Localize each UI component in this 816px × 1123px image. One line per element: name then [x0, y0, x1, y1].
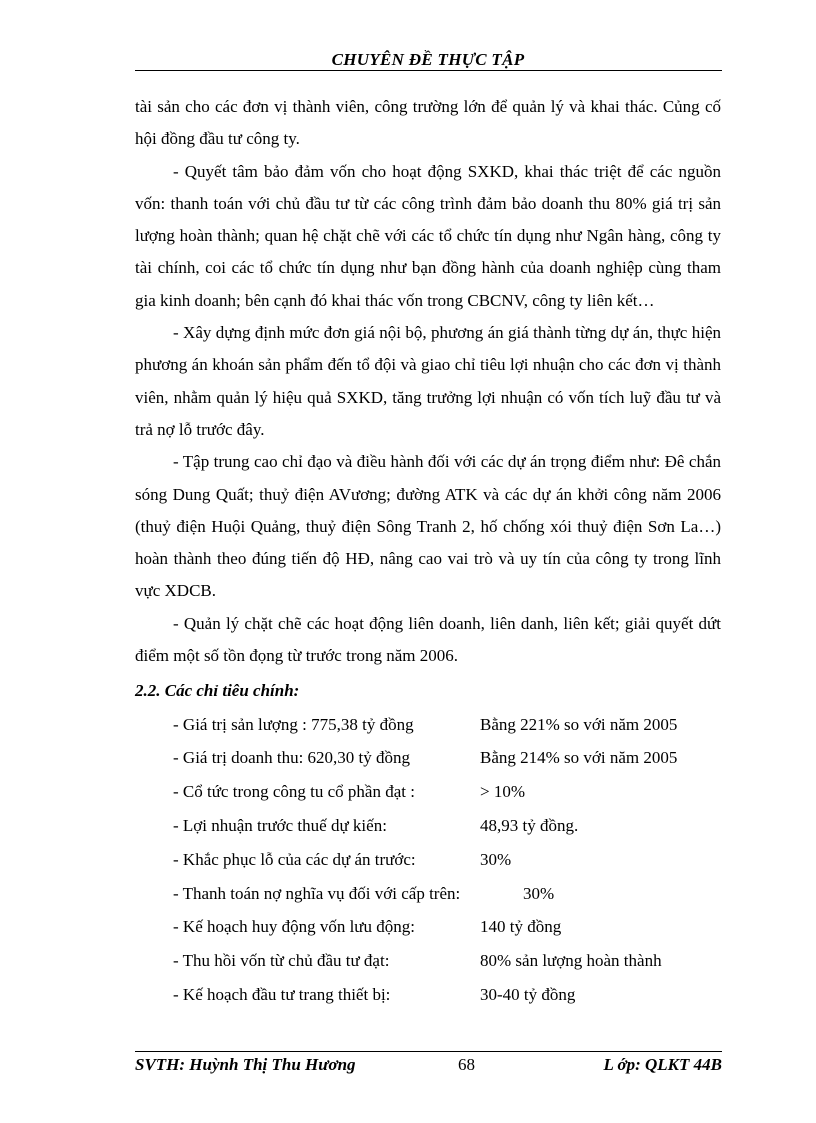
indicator-row — [135, 978, 721, 1012]
indicator-label: - Khắc phục lỗ của các dự án trước: — [173, 849, 416, 869]
indicator-label: - Giá trị sản lượng : 775,38 tỷ đồng — [173, 714, 414, 734]
header-rule — [135, 70, 722, 71]
page-footer — [135, 1055, 722, 1079]
indicator-row — [135, 741, 721, 775]
indicator-value: 140 tỷ đồng — [480, 917, 562, 937]
indicator-value: Bằng 221% so với năm 2005 — [480, 714, 678, 734]
page-header-title: CHUYÊN ĐỀ THỰC TẬP — [331, 50, 525, 69]
indicator-label: - Kế hoạch huy động vốn lưu động: — [173, 917, 415, 937]
indicator-value: 30% — [480, 849, 512, 869]
paragraph-joint-ventures: - Quản lý chặt chẽ các hoạt động liên doanh, liên danh, liên kết; giải quyết dứt điểm một số tồn đọng từ trước trong năm 2006. — [135, 613, 721, 666]
footer-author: SVTH: Huỳnh Thị Thu Hương — [135, 1055, 356, 1074]
indicator-row — [135, 944, 721, 978]
indicator-row — [135, 910, 721, 944]
indicator-label: - Thu hồi vốn từ chủ đầu tư đạt: — [173, 951, 390, 971]
section-heading: 2.2. Các chỉ tiêu chính: — [135, 681, 300, 701]
footer-rule — [135, 1051, 722, 1052]
indicator-row — [135, 877, 721, 911]
indicator-label: - Kế hoạch đầu tư trang thiết bị: — [173, 985, 391, 1005]
indicator-row — [135, 708, 721, 742]
paragraph-capital: - Quyết tâm bảo đảm vốn cho hoạt động SXKD, khai thác triệt để các nguồn vốn: thanh toán với chủ đầu tư từ các công trình đảm bảo doanh thu 80% giá trị sản lượng hoàn thành; quan hệ chặt chẽ với các tổ chức tín dụng như Ngân hàng, công ty tài chính, coi các tổ chức tín dụng như bạn đồng hành của doanh nghiệp cùng tham gia kinh doanh; bên cạnh đó khai thác vốn trong CBCNV, công ty liên kết… — [135, 161, 721, 310]
indicator-value: 48,93 tỷ đồng. — [480, 816, 579, 836]
indicator-value: 30% — [523, 883, 555, 903]
indicator-value: 80% sản lượng hoàn thành — [480, 951, 662, 971]
indicator-label: - Lợi nhuận trước thuế dự kiến: — [173, 816, 387, 836]
indicator-label: - Cổ tức trong công tu cổ phần đạt : — [173, 782, 415, 802]
body-text — [135, 91, 721, 1012]
indicator-value: 30-40 tỷ đồng — [480, 985, 576, 1005]
indicator-label: - Thanh toán nợ nghĩa vụ đối với cấp trên: — [173, 883, 461, 903]
indicator-row — [135, 775, 721, 809]
indicator-row — [135, 809, 721, 843]
paragraph-pricing: - Xây dựng định mức đơn giá nội bộ, phương án giá thành từng dự án, thực hiện phương án khoán sản phẩm đến tổ đội và giao chỉ tiêu lợi nhuận cho các đơn vị thành viên, nhằm quản lý hiệu quả SXKD, tăng trưởng lợi nhuận có vốn tích luỹ đầu tư và trả nợ lỗ trước đây. — [135, 323, 721, 439]
paragraph-key-projects: - Tập trung cao chỉ đạo và điều hành đối với các dự án trọng điểm như: Đê chắn sóng Dung Quất; thuỷ điện AVương; đường ATK và các dự án khởi công năm 2006 (thuỷ điện Huội Quảng, thuỷ điện Sông Tranh 2, hố chống xói thuỷ điện Sơn La…) hoàn thành theo đúng tiến độ HĐ, nâng cao vai trò và uy tín của công ty trong lĩnh vực XDCB. — [135, 452, 721, 601]
indicator-value: > 10% — [480, 782, 525, 802]
footer-class: L ớp: QLKT 44B — [603, 1055, 722, 1074]
paragraph-continuation: tài sản cho các đơn vị thành viên, công trường lớn để quản lý và khai thác. Củng cố hội đồng đầu tư công ty. — [135, 97, 721, 149]
indicator-list — [135, 708, 721, 1012]
indicator-value: Bằng 214% so với năm 2005 — [480, 748, 678, 768]
indicator-label: - Giá trị doanh thu: 620,30 tỷ đồng — [173, 748, 411, 768]
indicator-row — [135, 843, 721, 877]
page-number: 68 — [458, 1055, 475, 1074]
